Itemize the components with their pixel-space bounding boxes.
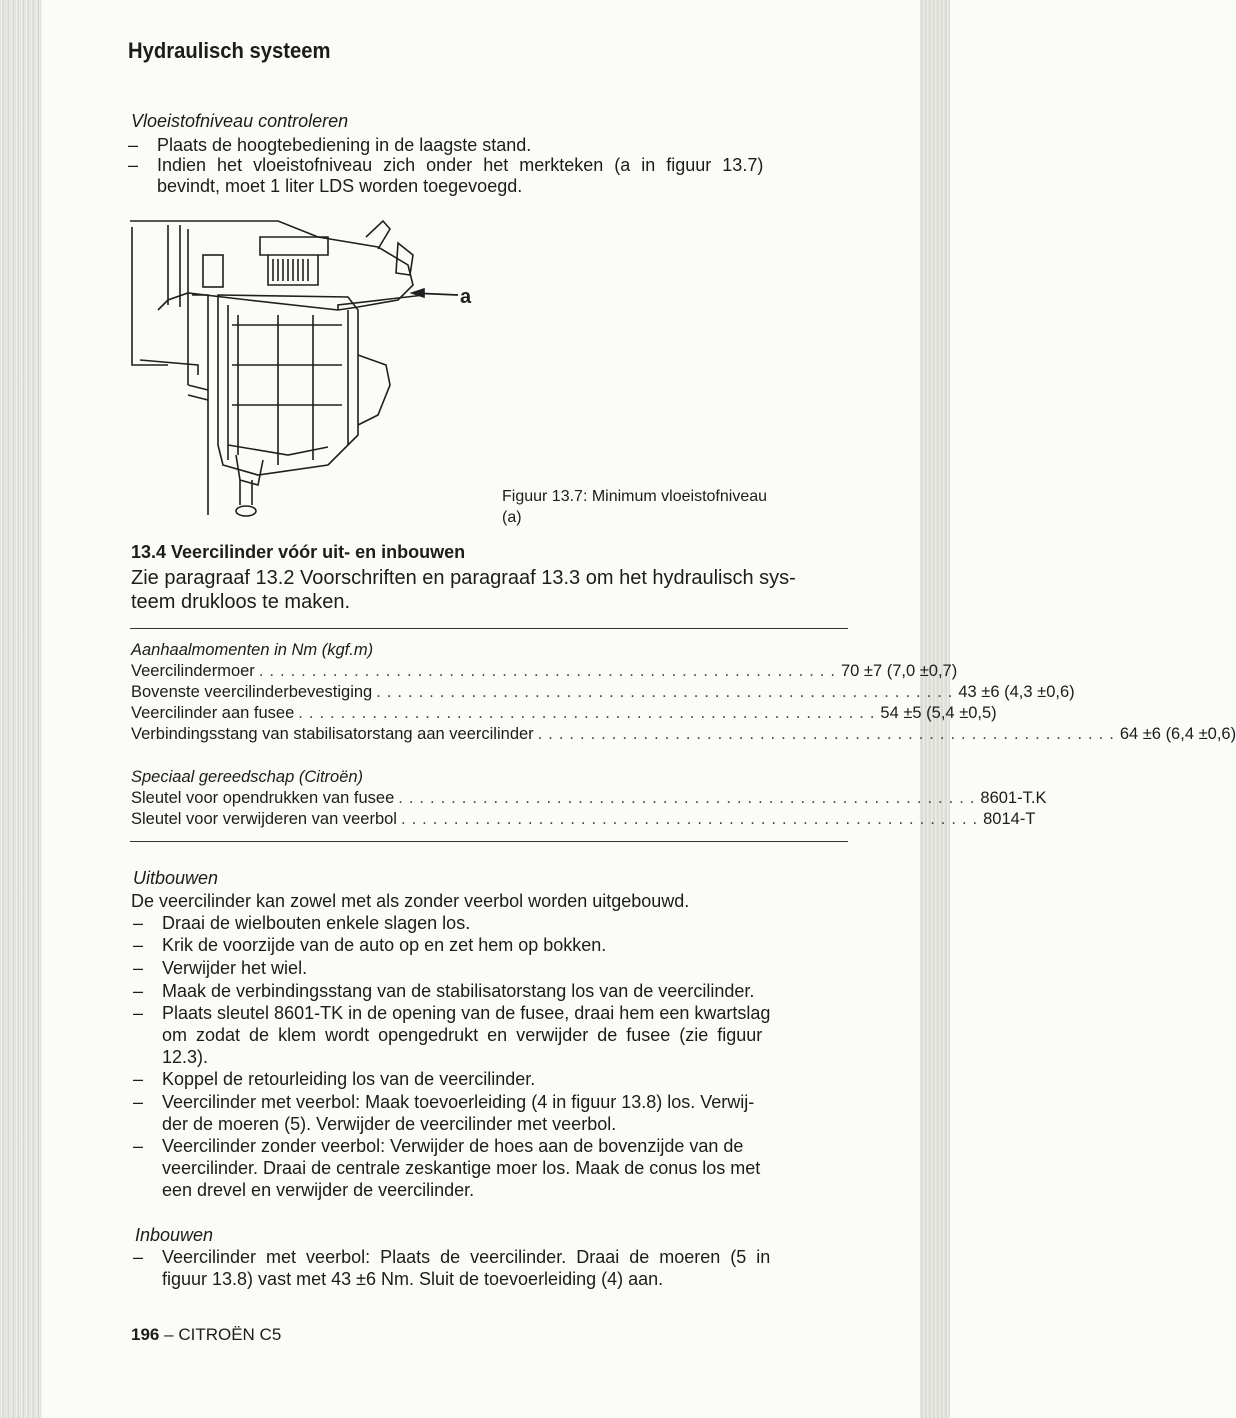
bullet-dash: –: [133, 958, 144, 978]
list-item: Veercilinder zonder veerbol: Verwijder de hoes aan de bovenzijde van de: [162, 1136, 744, 1156]
bullet-dash: –: [133, 1136, 144, 1156]
scan-edge-left: [0, 0, 42, 1418]
table-row: Sleutel voor verwijderen van veerbol ....................................................... 8014-T: [131, 810, 1036, 828]
removal-heading: Uitbouwen: [133, 868, 219, 888]
table-row: Veercilindermoer ....................................................... 70 ±7 (7,0 ±0,7): [131, 662, 958, 680]
list-item: Veercilinder met veerbol: Plaats de veercilinder. Draai de moeren (5 in: [162, 1247, 771, 1267]
list-item: Krik de voorzijde van de auto op en zet hem op bokken.: [162, 935, 607, 955]
figure-caption: [502, 486, 842, 528]
list-item-continued: bevindt, moet 1 liter LDS worden toegevoegd.: [157, 176, 523, 196]
list-item-continued: der de moeren (5). Verwijder de veercilinder met veerbol.: [162, 1114, 617, 1134]
body-text: Zie paragraaf 13.2 Voorschriften en paragraaf 13.3 om het hydraulisch sys-: [131, 567, 796, 589]
list-item-continued: 12.3).: [162, 1047, 209, 1067]
bullet-dash: –: [128, 155, 139, 175]
list-item: Plaats sleutel 8601-TK in de opening van de fusee, draai hem een kwartslag: [162, 1003, 771, 1023]
page-header: Hydraulisch systeem: [128, 38, 331, 63]
section-heading-suspension: 13.4 Veercilinder vóór uit- en inbouwen: [131, 542, 466, 562]
caption-line: Figuur 13.7: Minimum vloeistofniveau: [502, 488, 768, 505]
caption-line: (a): [502, 509, 522, 526]
list-item: Indien het vloeistofniveau zich onder het merkteken (a in figuur 13.7): [157, 155, 764, 175]
footer-separator: –: [164, 1325, 174, 1344]
figure-callout-a: a: [460, 286, 472, 308]
bullet-dash: –: [133, 935, 144, 955]
bullet-dash: –: [133, 1092, 144, 1112]
table-row: Verbindingsstang van stabilisatorstang aan veercilinder ....................................................... 64 ±6 (6,4 ±0,6): [131, 725, 1236, 743]
list-item: Verwijder het wiel.: [162, 958, 308, 978]
install-heading: Inbouwen: [135, 1225, 214, 1245]
section-heading-fluid-level: Vloeistofniveau controleren: [131, 111, 349, 131]
list-item-continued: een drevel en verwijder de veercilinder.: [162, 1180, 475, 1200]
reservoir-illustration: [128, 215, 488, 525]
table-row: Sleutel voor opendrukken van fusee ....................................................... 8601-T.K: [131, 789, 1047, 807]
bullet-dash: –: [128, 135, 139, 155]
page-footer: [131, 1325, 281, 1345]
list-item: Koppel de retourleiding los van de veercilinder.: [162, 1069, 536, 1089]
bullet-dash: –: [133, 1003, 144, 1023]
figure-reservoir-drawing: [128, 215, 488, 525]
tools-heading: Speciaal gereedschap (Citroën): [131, 768, 364, 786]
bullet-dash: –: [133, 913, 144, 933]
table-top-rule: [130, 628, 848, 629]
table-row: Bovenste veercilinderbevestiging ....................................................... 43 ±6 (4,3 ±0,6): [131, 683, 1075, 701]
table-row: Veercilinder aan fusee ....................................................... 54 ±5 (5,4 ±0,5): [131, 704, 997, 722]
body-text: teem drukloos te maken.: [131, 591, 350, 613]
list-item: Maak de verbindingsstang van de stabilisatorstang los van de veercilinder.: [162, 981, 755, 1001]
list-item: Plaats de hoogtebediening in de laagste stand.: [157, 135, 532, 155]
list-item-continued: om zodat de klem wordt opengedrukt en verwijder de fusee (zie figuur: [162, 1025, 763, 1045]
book-title: CITROËN C5: [178, 1325, 282, 1344]
torque-heading: Aanhaalmomenten in Nm (kgf.m): [131, 641, 374, 659]
body-text: De veercilinder kan zowel met als zonder veerbol worden uitgebouwd.: [131, 891, 690, 911]
list-item: Draai de wielbouten enkele slagen los.: [162, 913, 471, 933]
bullet-dash: –: [133, 981, 144, 1001]
list-item-continued: veercilinder. Draai de centrale zeskantige moer los. Maak de conus los met: [162, 1158, 761, 1178]
list-item: Veercilinder met veerbol: Maak toevoerleiding (4 in figuur 13.8) los. Verwij-: [162, 1092, 755, 1112]
page-number: 196: [131, 1325, 160, 1344]
table-bottom-rule: [130, 841, 848, 842]
bullet-dash: –: [133, 1247, 144, 1267]
list-item-continued: figuur 13.8) vast met 43 ±6 Nm. Sluit de toevoerleiding (4) aan.: [162, 1269, 664, 1289]
bullet-dash: –: [133, 1069, 144, 1089]
